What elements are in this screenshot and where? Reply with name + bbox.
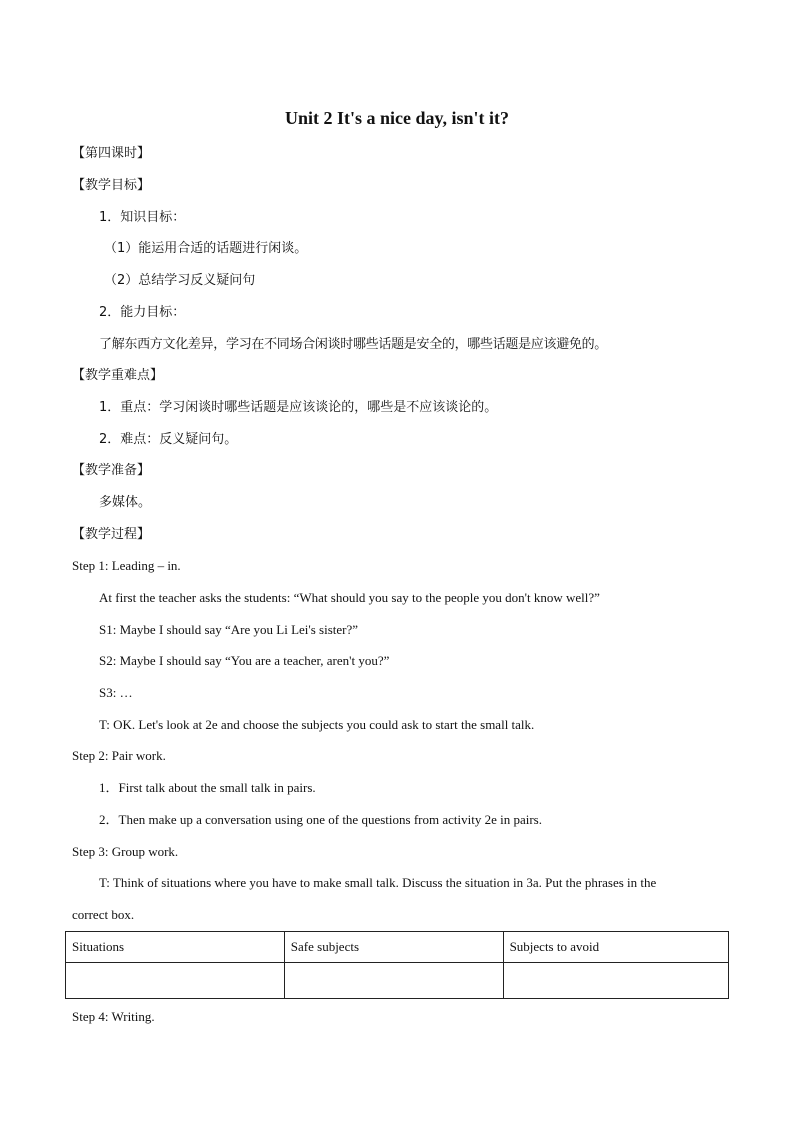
preparation-heading: 【教学准备】 bbox=[72, 463, 151, 478]
step-3-line-1: T: Think of situations where you have to make small talk. Discuss the situation in 3a. Put the phrases in the bbox=[99, 875, 657, 890]
step-2-line-2: 2．Then make up a conversation using one of the questions from activity 2e in pairs. bbox=[99, 812, 542, 827]
table-cell-subjects-to-avoid[interactable] bbox=[503, 963, 728, 999]
objective-1: 1．知识目标： bbox=[99, 210, 186, 225]
key-point-2: 2．难点：反义疑问句。 bbox=[99, 432, 238, 447]
table-header-subjects-to-avoid: Subjects to avoid bbox=[503, 932, 728, 963]
step-2-heading: Step 2: Pair work. bbox=[72, 748, 166, 763]
objectives-heading: 【教学目标】 bbox=[72, 178, 151, 193]
table-cell-situations[interactable] bbox=[66, 963, 285, 999]
step-4-heading: Step 4: Writing. bbox=[72, 1009, 155, 1024]
subjects-table bbox=[65, 931, 729, 999]
step-1-line-1: At first the teacher asks the students: “What should you say to the people you don't know well?” bbox=[99, 590, 600, 605]
step-2-line-1: 1．First talk about the small talk in pairs. bbox=[99, 780, 316, 795]
step-1-line-3: S2: Maybe I should say “You are a teacher, aren't you?” bbox=[99, 653, 390, 668]
table-cell-safe-subjects[interactable] bbox=[284, 963, 503, 999]
objective-2: 2．能力目标： bbox=[99, 305, 186, 320]
process-heading: 【教学过程】 bbox=[72, 527, 151, 542]
objective-2a: 了解东西方文化差异，学习在不同场合闲谈时哪些话题是安全的，哪些话题是应该避免的。 bbox=[99, 337, 608, 352]
key-point-1: 1．重点：学习闲谈时哪些话题是应该谈论的，哪些是不应该谈论的。 bbox=[99, 400, 498, 415]
table-header-situations: Situations bbox=[66, 932, 285, 963]
step-3-heading: Step 3: Group work. bbox=[72, 844, 179, 859]
lesson-label: 【第四课时】 bbox=[72, 146, 151, 161]
objective-1b: （2）总结学习反义疑问句 bbox=[104, 273, 256, 288]
objective-1a: （1）能运用合适的话题进行闲谈。 bbox=[104, 241, 308, 256]
step-3-line-2: correct box. bbox=[72, 907, 135, 922]
preparation-text: 多媒体。 bbox=[99, 495, 152, 510]
step-1-heading: Step 1: Leading – in. bbox=[72, 558, 181, 573]
step-1-line-4: S3: … bbox=[99, 685, 133, 700]
step-1-line-5: T: OK. Let's look at 2e and choose the subjects you could ask to start the small talk. bbox=[99, 717, 535, 732]
table-row bbox=[66, 963, 729, 999]
page-title: Unit 2 It's a nice day, isn't it? bbox=[284, 108, 510, 128]
table-header-safe-subjects: Safe subjects bbox=[284, 932, 503, 963]
key-points-heading: 【教学重难点】 bbox=[72, 368, 164, 383]
table-header-row bbox=[66, 932, 729, 963]
step-1-line-2: S1: Maybe I should say “Are you Li Lei's sister?” bbox=[99, 622, 359, 637]
